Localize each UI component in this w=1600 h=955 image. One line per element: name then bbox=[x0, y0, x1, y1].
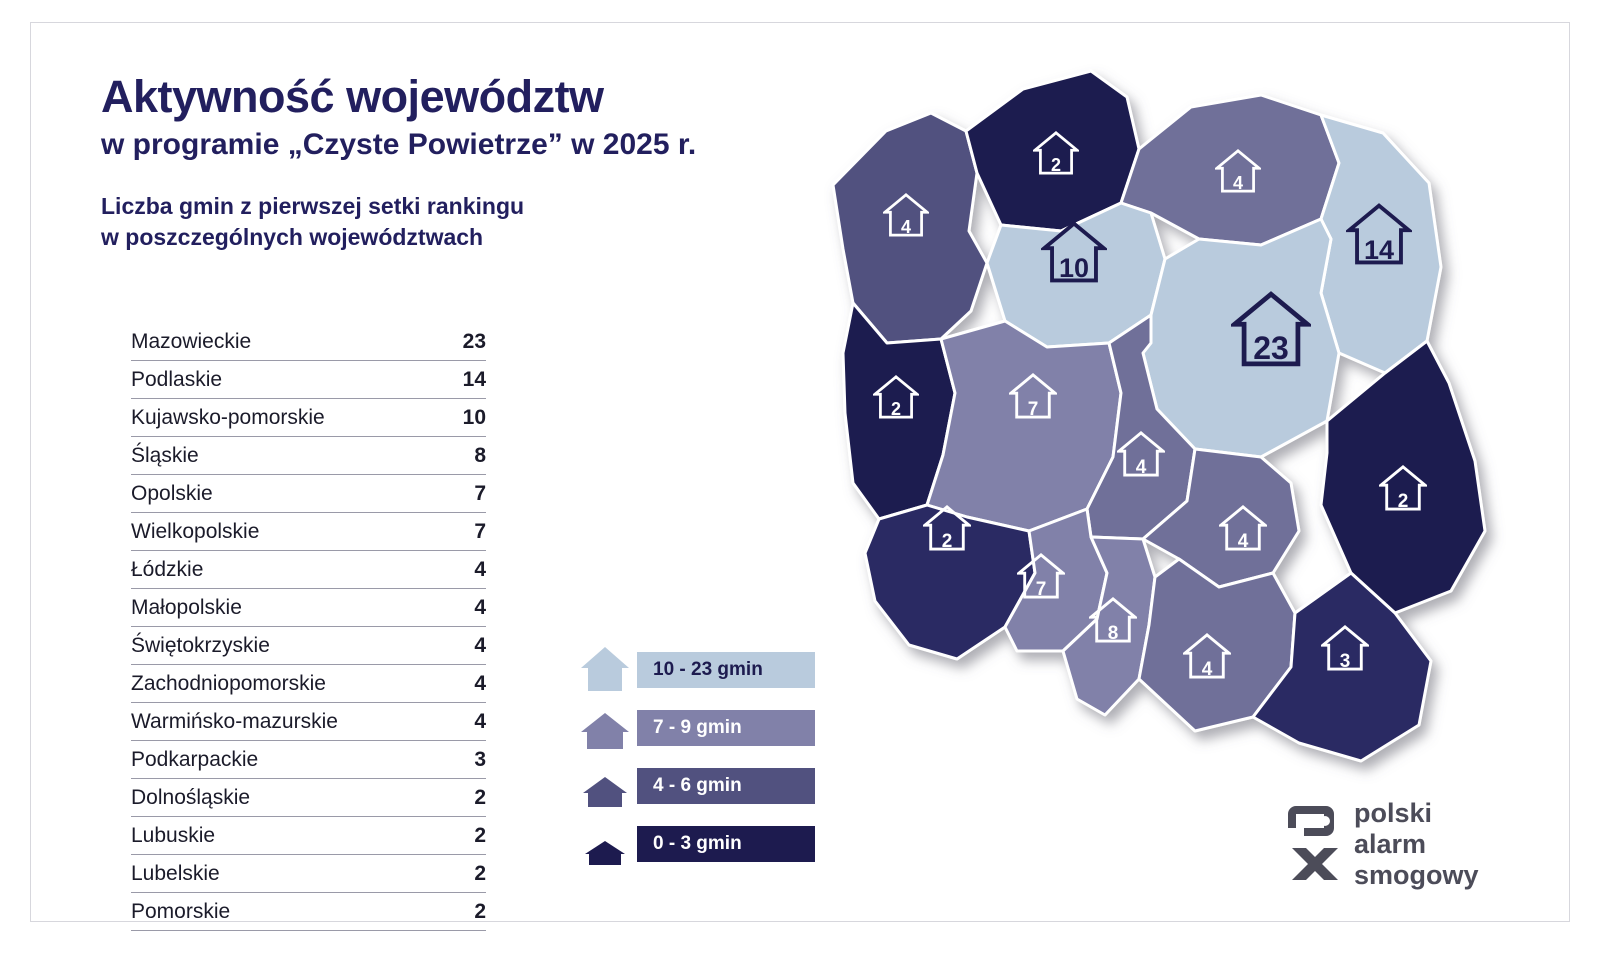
region-value: 2 bbox=[450, 779, 486, 817]
page-description bbox=[101, 191, 821, 253]
region-name: Zachodniopomorskie bbox=[131, 665, 450, 703]
logo-line-2: alarm bbox=[1354, 829, 1427, 860]
table-row bbox=[131, 741, 486, 779]
map-marker-value: 2 bbox=[1397, 491, 1409, 512]
logo bbox=[1286, 798, 1516, 898]
table-row bbox=[131, 893, 486, 931]
region-value: 4 bbox=[450, 627, 486, 665]
map-marker-value: 4 bbox=[1232, 173, 1244, 193]
table-row bbox=[131, 665, 486, 703]
map-marker-value: 2 bbox=[941, 531, 953, 552]
title-block bbox=[101, 73, 821, 253]
map-marker-value: 8 bbox=[1107, 623, 1119, 644]
table-row bbox=[131, 475, 486, 513]
region-value: 14 bbox=[450, 361, 486, 399]
poland-map bbox=[791, 53, 1551, 813]
house-icon bbox=[579, 643, 631, 700]
table-row bbox=[131, 817, 486, 855]
map-marker-value: 4 bbox=[1135, 457, 1147, 478]
table-row bbox=[131, 703, 486, 741]
region-name: Opolskie bbox=[131, 475, 450, 513]
logo-text bbox=[1354, 798, 1479, 891]
map-marker-value: 4 bbox=[1201, 659, 1213, 680]
legend-label: 7 - 9 gmin bbox=[637, 710, 815, 746]
legend-label: 10 - 23 gmin bbox=[637, 652, 815, 688]
page-title: Aktywność województw bbox=[101, 71, 604, 122]
map-marker-value: 10 bbox=[1058, 253, 1090, 283]
region-value: 7 bbox=[450, 513, 486, 551]
region-value: 7 bbox=[450, 475, 486, 513]
table-row bbox=[131, 551, 486, 589]
infographic-canvas bbox=[30, 22, 1570, 922]
map-marker-value: 2 bbox=[890, 399, 902, 419]
page-description-line1: Liczba gmin z pierwszej setki rankingu bbox=[101, 192, 525, 219]
region-name: Pomorskie bbox=[131, 893, 450, 931]
map-marker-value: 23 bbox=[1253, 330, 1289, 366]
map-region-mazowieckie[interactable] bbox=[1143, 219, 1339, 457]
map-marker-value: 2 bbox=[1050, 155, 1062, 175]
region-value: 3 bbox=[450, 741, 486, 779]
map-marker-value: 4 bbox=[900, 217, 912, 237]
region-name: Wielkopolskie bbox=[131, 513, 450, 551]
region-value: 4 bbox=[450, 551, 486, 589]
region-value: 4 bbox=[450, 589, 486, 627]
region-name: Śląskie bbox=[131, 437, 450, 475]
polski-alarm-smogowy-mark-icon bbox=[1286, 802, 1344, 893]
map-region-lubelskie[interactable] bbox=[1321, 341, 1485, 613]
logo-line-3: smogowy bbox=[1354, 860, 1479, 891]
table-row bbox=[131, 779, 486, 817]
region-name: Świętokrzyskie bbox=[131, 627, 450, 665]
table-row bbox=[131, 513, 486, 551]
region-value: 2 bbox=[450, 855, 486, 893]
region-name: Lubelskie bbox=[131, 855, 450, 893]
house-icon bbox=[579, 759, 631, 816]
ranking-table bbox=[131, 323, 486, 931]
house-icon bbox=[579, 817, 631, 874]
region-value: 2 bbox=[450, 893, 486, 931]
region-value: 10 bbox=[450, 399, 486, 437]
table-row bbox=[131, 855, 486, 893]
table-row bbox=[131, 627, 486, 665]
table-row bbox=[131, 437, 486, 475]
map-marker-value: 7 bbox=[1035, 579, 1047, 600]
region-name: Lubuskie bbox=[131, 817, 450, 855]
table-row bbox=[131, 399, 486, 437]
region-name: Kujawsko-pomorskie bbox=[131, 399, 450, 437]
table-row bbox=[131, 323, 486, 361]
legend-label: 0 - 3 gmin bbox=[637, 826, 815, 862]
house-icon bbox=[579, 701, 631, 758]
page-subtitle: w programie „Czyste Powietrze” w 2025 r. bbox=[101, 128, 697, 162]
region-name: Podkarpackie bbox=[131, 741, 450, 779]
legend-label: 4 - 6 gmin bbox=[637, 768, 815, 804]
map-marker-value: 14 bbox=[1363, 235, 1395, 265]
region-name: Podlaskie bbox=[131, 361, 450, 399]
region-value: 4 bbox=[450, 665, 486, 703]
logo-line-1: polski bbox=[1354, 798, 1433, 828]
region-value: 4 bbox=[450, 703, 486, 741]
region-name: Mazowieckie bbox=[131, 323, 450, 361]
region-name: Małopolskie bbox=[131, 589, 450, 627]
region-name: Łódzkie bbox=[131, 551, 450, 589]
page-description-line2: w poszczególnych województwach bbox=[101, 223, 484, 250]
table-row bbox=[131, 361, 486, 399]
table-row bbox=[131, 589, 486, 627]
map-marker-value: 4 bbox=[1237, 531, 1249, 552]
map-marker-value: 7 bbox=[1027, 399, 1039, 420]
region-value: 2 bbox=[450, 817, 486, 855]
region-name: Warmińsko-mazurskie bbox=[131, 703, 450, 741]
region-name: Dolnośląskie bbox=[131, 779, 450, 817]
region-value: 23 bbox=[450, 323, 486, 361]
region-value: 8 bbox=[450, 437, 486, 475]
map-marker-value: 3 bbox=[1339, 651, 1351, 672]
legend-item bbox=[579, 817, 839, 869]
